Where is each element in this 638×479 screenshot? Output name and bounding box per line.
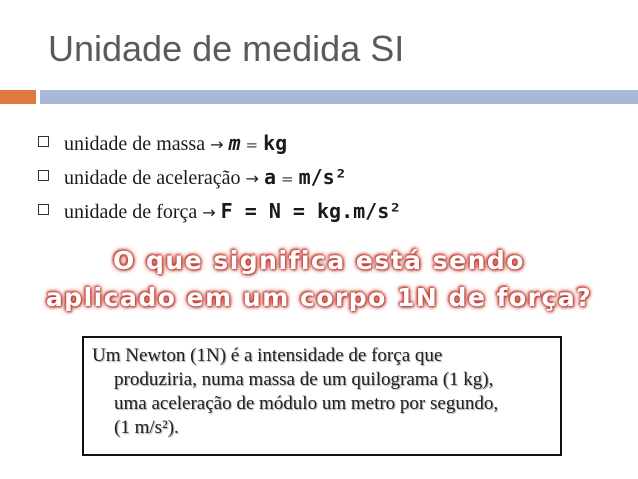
right-arrow-icon: → [210,135,224,154]
title-accent-bar [0,90,36,104]
bullet-text: unidade de massa [64,133,206,155]
question-line-1: O que significa está sendo [113,246,525,275]
symbol: m [228,131,241,155]
definition-line-3: uma aceleração de módulo um metro por segundo, [114,393,499,414]
slide-title: Unidade de medida SI [48,28,405,69]
definition-line-2: produziria, numa massa de um quilograma (1 kg), [114,369,494,390]
question-heading [0,242,638,316]
bullet-list [34,126,401,228]
bullet-text: unidade de aceleração [64,167,241,189]
title-underline-bar [40,90,638,104]
symbol: a [263,165,276,189]
unit: m/s² [298,165,347,189]
equals: = [281,170,294,188]
bullet-item-mass [34,126,401,160]
definition-line-4: (1 m/s²). [114,417,179,438]
bullet-item-acceleration [34,160,401,194]
bullet-item-force [34,194,401,228]
equals: = [245,136,259,154]
definition-box [82,336,562,456]
bullet-text: unidade de força [64,201,198,223]
symbol: F = N = kg.m/s² [220,199,402,223]
question-line-2: aplicado em um corpo 1N de força? [45,283,593,312]
definition-line-1: Um Newton (1N) é a intensidade de força que [92,345,443,366]
square-bullet-icon [38,136,49,147]
square-bullet-icon [38,204,49,215]
unit: kg [263,131,288,155]
square-bullet-icon [38,170,49,181]
right-arrow-icon: → [202,203,216,222]
right-arrow-icon: → [245,169,259,188]
